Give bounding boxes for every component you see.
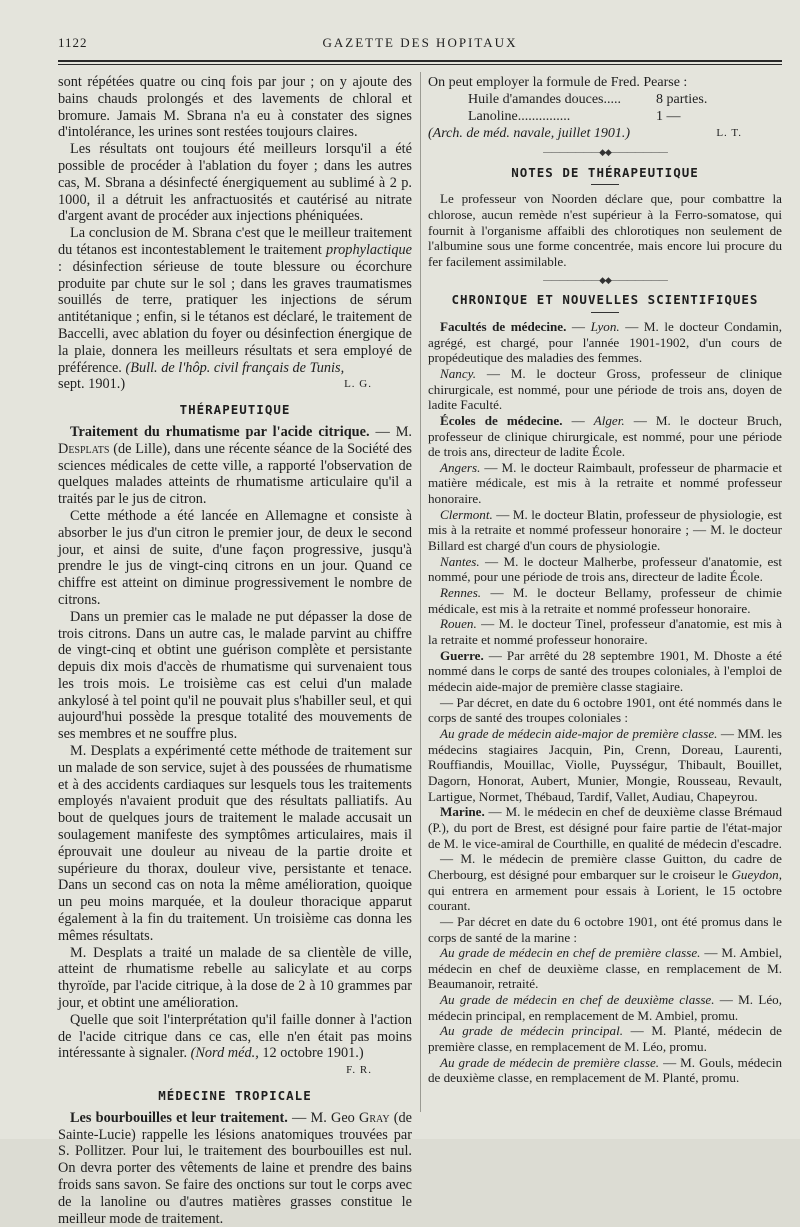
paragraph: M. Desplats a traité un malade de sa clientèle de ville, atteint de rhumatisme rebelle au salicylate et au corps thyroïde, par l'acide citrique, à la dose de 2 à 10 grammes par jour, et obtint une amélioration. — [58, 944, 412, 1012]
paragraph — [58, 225, 412, 376]
paragraph: M. Desplats a expérimenté cette méthode de traitement sur un malade de son service, sujet à des poussées de rhumatisme et à des accidents cardiaques sur lesquels tous les traitements employés n'avaient produit que des résultats palliatifs. Au bout de quelques jours de traitement le malade accusait un soulagement manifeste des symptômes articulaires, mais il éprouvait une douleur au niveau de la partie droite et supérieure du thorax, douleur vive, persistante et tenace. Dans un second cas on nota la même amélioration, quoique un peu moins marquée, et la douleur thoracique apparut également à la fin du traitement. Un troisième cas donna les mêmes résultats. — [58, 743, 412, 944]
text-run: — M. le docteur Blatin, professeur de physiologie, est mis à la retraite et nommé professeur honoraire ; — M. le docteur Billard est chargé d'un cours de physiologie. — [428, 506, 782, 554]
paragraph — [428, 616, 782, 647]
paragraph — [428, 366, 782, 413]
paragraph: On peut employer la formule de Fred. Pearse : — [428, 75, 688, 90]
section-heading: MÉDECINE TROPICALE — [158, 1088, 312, 1104]
paragraph: Dans un premier cas le malade ne put dépasser la dose de trois citrons. Dans un autre cas, le malade parvint au chiffre de vingt-cinq et obtint une guérison complète et persistante depuis dix mois d'accès de rhumatisme qui survenaient tous les trois mois. Le troisième cas est celui d'un malade ankylosé à tel point qu'il ne pouvait plus s'habiller seul, et qui aujourd'hui possède la presque totalité des mouvements de ses membres et ne souffre plus. — [58, 608, 412, 743]
paragraph — [428, 992, 782, 1023]
left-column — [58, 74, 412, 1227]
paragraph — [428, 1055, 782, 1086]
paragraph — [428, 1023, 782, 1054]
text-run: — M. le docteur Condamin, agrégé, est chargé, pour l'année 1901-1902, d'un cours de propédeutique des maladies des femmes. — [428, 318, 782, 366]
text-run: — M. le docteur Malherbe, professeur d'anatomie, est nommé, pour une période de trois ans, directeur de ladite École. — [428, 553, 783, 585]
citation-date: sept. 1901.) — [58, 376, 126, 393]
text-run: — M. Planté, médecin de première classe, en remplacement de M. Léo, promu. — [428, 1023, 782, 1055]
text-run: — M. Ambiel, médecin en chef de deuxième classe, en remplacement de M. Beaumanoir, retraité. — [428, 945, 782, 992]
text-run: prophylactique — [325, 241, 412, 258]
city-name: Rouen. — [440, 616, 477, 632]
city-name: Rennes. — [440, 585, 482, 601]
city-name: Alger. — [593, 412, 625, 428]
paragraph — [58, 1110, 412, 1227]
author-initials: L. G. — [344, 378, 372, 391]
page-number: 1122 — [58, 35, 88, 50]
header-rule-thin — [58, 64, 782, 65]
author-name: Desplats — [58, 440, 110, 457]
grade-label: Au grade de médecin aide-major de première classe. — [440, 725, 718, 741]
text-run: — M. — [375, 423, 412, 440]
signature-line — [58, 1062, 412, 1079]
citation: (Bull. de l'hôp. civil français de Tunis, — [125, 359, 345, 376]
ingredient: Lanoline............... — [468, 109, 571, 124]
item-title: Écoles de médecine. — [440, 412, 563, 428]
formula-row — [468, 91, 782, 108]
paragraph — [428, 507, 782, 554]
paragraph: Le professeur von Noorden déclare que, pour combattre la chlorose, aucun remède n'est supérieur à la Ferro-somatose, qui fournit à l'organisme affaibli des chlorotiques non seulement de l'albumine sous une forme concentrée, mais encore lui procure du fer facilement assimilable. — [428, 191, 782, 269]
city-name: Lyon. — [590, 318, 620, 334]
paragraph — [428, 554, 782, 585]
journal-title: GAZETTE DES HOPITAUX — [322, 35, 518, 50]
formula — [428, 91, 782, 125]
text-run: : désinfection sérieuse de toute blessure ou écorchure produite par chute sur le sol ; dans les graves traumatismes souillés de terre, pratiquer les injections de sérum antitétanique ; enfin, si le tétanos est déclaré, le traitement de Baccelli, avec ablation du foyer ou désinfection énergique de la plaie, donnera les meilleurs résultats et sera employé de préférence. — [58, 258, 412, 376]
city-name: Nantes. — [440, 553, 480, 569]
text-run: — M. le docteur Bruch, professeur de clinique chirurgicale, est nommé, pour une période de trois ans, directeur de ladite École. — [428, 412, 782, 460]
text-run: — MM. les médecins stagiaires Jacquin, Pin, Crenn, Doreau, Laurenti, Rouffiandis, Mouillac, Violle, Puysségur, Thibault, Bouillet, Dagorn, Honorat, Aubert, Munier, Mongie, Rousseau, Revault, Lartigue, Normet, Thébaud, Tardif, Vallet, Audiau, Chapeyrou. — [428, 725, 782, 804]
item-title: Facultés de médecine. — [440, 318, 567, 334]
text-run: Quelle que soit l'interprétation qu'il faille donner à l'action de l'acide citrique dans ce cas, elle n'en était pas moins intéressante à signaler. — [58, 1011, 412, 1062]
grade-label: Au grade de médecin de première classe. — [440, 1054, 660, 1070]
city-name: Nancy. — [440, 365, 477, 381]
paragraph — [428, 585, 782, 616]
section-heading: THÉRAPEUTIQUE — [179, 402, 291, 418]
text-run: — M. Geo — [292, 1109, 355, 1126]
paragraph — [428, 460, 782, 507]
text-run: — M. Gouls, médecin de deuxième classe, en remplacement de M. Planté, promu. — [428, 1054, 782, 1086]
grade-label: Au grade de médecin principal. — [440, 1023, 623, 1039]
paragraph — [428, 945, 782, 992]
signature-line — [428, 125, 782, 142]
paragraph: — Par décret, en date du 6 octobre 1901, ont été nommés dans le corps de santé des troupes coloniales : — [428, 694, 782, 726]
quantity: 1 — — [656, 109, 681, 124]
text-run: — Par arrêté du 28 septembre 1901, M. Dhoste a été nommé dans le corps de santé des troupes coloniales, à l'emploi de médecin aide-major de première classe stagiaire. — [428, 647, 782, 694]
article-title: Traitement du rhumatisme par l'acide citrique. — [70, 423, 370, 440]
citation: (Arch. de méd. navale, juillet 1901.) — [428, 126, 631, 141]
item-title: Guerre. — [440, 647, 484, 663]
text-run: — M. le médecin de première classe Guitton, du cadre de Cherbourg, est désigné pour embarquer sur le croiseur le — [428, 851, 782, 882]
text-run: — M. le docteur Gross, professeur de clinique chirurgicale, est nommé, pour une période de trois ans, doyen de ladite Faculté. — [428, 365, 782, 413]
paragraph — [428, 804, 782, 851]
column-divider — [420, 72, 421, 1112]
formula-row — [468, 108, 782, 125]
paragraph — [58, 1012, 412, 1062]
article-title: Les bourbouilles et leur traitement. — [70, 1109, 288, 1126]
text-run: — M. Léo, médecin principal, en remplacement de M. Ambiel, promu. — [428, 992, 782, 1023]
author-name: Gray — [359, 1109, 390, 1126]
text-run: — M. le médecin en chef de deuxième classe Brémaud (P.), du port de Brest, est désigné pour faire partie de l'état-major de M. le vice-amiral de Courthille, en qualité de médecin d'escadre. — [428, 804, 782, 851]
paragraph: Les résultats ont toujours été meilleurs lorsqu'il a été possible de procéder à l'ablation du foyer ; dans les autres cas, M. Sbrana a désinfecté énergiquement au sublimé à 2 p. 1000, il a détruit les anfractuosités et cautérisé au nitrate d'argent avant de procéder aux injections phéniquées. — [58, 141, 412, 225]
text-run: — M. le docteur Raimbault, professeur de pharmacie et matière médicale, est mis à la retraite et nommé professeur honoraire. — [428, 459, 782, 507]
citation-date: 12 octobre 1901.) — [262, 1045, 364, 1062]
grade-label: Au grade de médecin en chef de deuxième classe. — [440, 992, 715, 1008]
item-title: Marine. — [440, 804, 485, 820]
section-heading: NOTES DE THÉRAPEUTIQUE — [511, 164, 699, 180]
text-run: (de Sainte-Lucie) rappelle les lésions anatomiques trouvées par S. Pollitzer. Pour lui, le traitement des bourbouilles est nul. On devra porter des vêtements de laine et prendre des bains froids sans savon. Se faire des onctions sur tout le corps avec de la lanoline ou d'autres matières grasses constitue le meilleur mode de traitement. — [58, 1109, 413, 1227]
text-run: La conclusion de M. Sbrana c'est que le meilleur traitement du tétanos est incontestablement le traitement — [58, 225, 412, 258]
paragraph: Écoles de médecine. — Alger. — M. le docteur Bruch, professeur de clinique chirurgicale, est nommé, pour une période de trois ans, directeur de ladite École. — [428, 412, 782, 460]
heading-underline — [591, 184, 619, 185]
author-initials: F. R. — [346, 1064, 372, 1077]
text-run: qui entrera en armement pour essais à Lorient, le 15 octobre courant. — [428, 882, 782, 914]
signature-line — [58, 376, 412, 393]
citation: (Nord méd., — [190, 1045, 259, 1062]
text-run: — M. le docteur Bellamy, professeur de chimie médicale, est mis à la retraite et nommé professeur honoraire. — [428, 585, 782, 616]
header-rule-thick — [58, 60, 782, 62]
ship-name: Gueydon, — [731, 866, 782, 882]
text-run: — M. le docteur Tinel, professeur d'anatomie, est mis à la retraite et nommé professeur honoraire. — [428, 616, 782, 648]
paragraph — [428, 726, 782, 804]
text-run: (de Lille), dans une récente séance de la Société des sciences médicales de cette ville, a rapporté l'observation de quelques malades atteints de rhumatisme articulaire qu'il a traités par le jus de citron. — [58, 440, 412, 508]
ornament-divider: ———————◆◆——————— — [543, 274, 667, 285]
city-name: Angers. — [440, 459, 481, 475]
paragraph — [58, 424, 412, 508]
heading-underline — [591, 312, 619, 313]
right-column — [428, 74, 782, 1086]
quantity: 8 parties. — [656, 92, 708, 107]
paragraph: Facultés de médecine. — Lyon. — M. le docteur Condamin, agrégé, est chargé, pour l'année 1901-1902, d'un cours de propédeutique des maladies des femmes. — [428, 318, 782, 366]
paragraph: — Par décret en date du 6 octobre 1901, ont été promus dans le corps de santé de la marine : — [428, 913, 782, 945]
paragraph: sont répétées quatre ou cinq fois par jour ; on y ajoute des bains chauds prolongés et des lavements de chloral et bromure. Jamais M. Sbrana n'a eu à constater des signes d'intolérance, les urines sont restées toujours claires. — [58, 74, 412, 141]
page-header — [58, 35, 782, 55]
paragraph — [428, 851, 782, 914]
ornament-divider: ———————◆◆——————— — [543, 147, 667, 157]
paragraph: Cette méthode a été lancée en Allemagne et consiste à absorber le jus d'un citron le premier jour, de deux le second jour, et ainsi de suite, d'une façon progressive, jusqu'à prendre le jus de vingt-cinq citrons en un jour. Quand ce chiffre est atteint on diminue progressivement le nombre de citrons. — [58, 507, 412, 608]
paragraph — [428, 648, 782, 695]
section-heading: CHRONIQUE ET NOUVELLES SCIENTIFIQUES — [451, 292, 759, 308]
city-name: Clermont. — [440, 506, 493, 522]
ingredient: Huile d'amandes douces..... — [468, 92, 621, 107]
grade-label: Au grade de médecin en chef de première classe. — [440, 945, 701, 961]
author-initials: L. T. — [716, 127, 742, 139]
